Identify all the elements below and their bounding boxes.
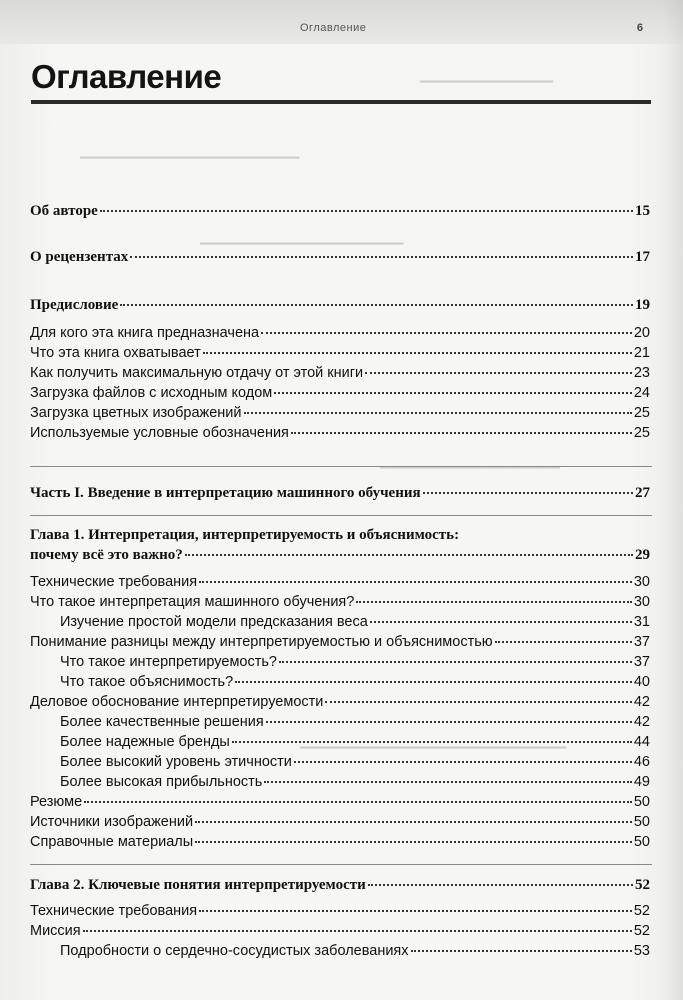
- toc-entry-profitability: [60, 773, 650, 791]
- toc-leader-dots: [203, 342, 632, 354]
- toc-entry-tech-req-2: [30, 902, 650, 920]
- toc-entry-references: [30, 833, 650, 851]
- toc-entry-what-is-ml-interpretation: [30, 593, 650, 611]
- part-title: Введение в интерпретацию машинного обучения: [87, 485, 421, 501]
- toc-entry-image-sources: [30, 813, 650, 831]
- toc-entry-title: Изучение простой модели предсказания веса: [60, 614, 368, 630]
- part-prefix: Часть I.: [30, 485, 84, 501]
- toc-entry-title: Подробности о сердечно-сосудистых заболеваниях: [60, 943, 409, 959]
- toc-leader-dots: [120, 294, 633, 306]
- toc-entry-book-coverage: [30, 344, 650, 362]
- toc-entry-page: 50: [633, 814, 650, 830]
- toc-leader-dots: [294, 751, 632, 763]
- toc-entry-title: Что такое интерпретируемость?: [60, 654, 277, 670]
- toc-entry-reviewers: [30, 248, 650, 266]
- show-through-texture: ━━━━━━━━━━━━━━━━━━━━━━━━━━: [200, 236, 404, 251]
- toc-entry-download-code: [30, 384, 650, 402]
- toc-entry-title: почему всё это важно?: [30, 547, 183, 563]
- toc-leader-dots: [325, 691, 631, 703]
- toc-entry-page: 37: [633, 654, 650, 670]
- toc-leader-dots: [130, 246, 633, 258]
- toc-leader-dots: [261, 322, 632, 334]
- toc-entry-title: Справочные материалы: [30, 834, 194, 850]
- toc-leader-dots: [235, 671, 632, 683]
- toc-leader-dots: [365, 362, 632, 374]
- toc-entry-title: Предисловие: [30, 297, 119, 313]
- toc-entry-chapter-1: [30, 546, 650, 564]
- toc-entry-page: 29: [635, 547, 650, 563]
- toc-entry-what-is-explainability: [60, 673, 650, 691]
- toc-leader-dots: [274, 382, 632, 394]
- toc-entry-page: 50: [633, 794, 650, 810]
- section-divider: [30, 466, 652, 467]
- toc-entry-about-author: [30, 202, 650, 220]
- page-title: Оглавление: [31, 58, 222, 95]
- title-rule: [31, 100, 651, 104]
- show-through-texture: ━━━━━━━━━━━━━━━━━━━━━━━: [380, 460, 561, 475]
- running-page-marker: 6: [636, 22, 643, 34]
- toc-leader-dots: [411, 940, 632, 952]
- show-through-texture: ━━━━━━━━━━━━━━━━━━━━━━━━━━━━: [80, 150, 300, 165]
- toc-entry-page: 30: [633, 594, 650, 610]
- section-divider: [30, 864, 652, 865]
- toc-leader-dots: [83, 920, 632, 932]
- toc-leader-dots: [199, 900, 632, 912]
- toc-entry-page: 23: [633, 365, 650, 381]
- toc-entry-better-decisions: [60, 713, 650, 731]
- toc-leader-dots: [195, 811, 632, 823]
- toc-entry-page: 40: [633, 674, 650, 690]
- toc-entry-title: Как получить максимальную отдачу от этой книги: [30, 365, 364, 381]
- toc-entry-title: [30, 484, 421, 502]
- toc-entry-mission: [30, 922, 650, 940]
- toc-leader-dots: [185, 544, 633, 556]
- toc-entry-title: Загрузка файлов с исходным кодом: [30, 385, 273, 401]
- toc-entry-conventions: [30, 424, 650, 442]
- toc-entry-ethics: [60, 753, 650, 771]
- toc-leader-dots: [356, 591, 632, 603]
- toc-entry-page: 52: [635, 877, 650, 893]
- toc-entry-title: Для кого эта книга предназначена: [30, 325, 260, 341]
- show-through-texture: ━━━━━━━━━━━━━━━━━: [420, 74, 554, 89]
- toc-entry-title: Более высокая прибыльность: [60, 774, 263, 790]
- toc-entry-what-is-interpretability: [60, 653, 650, 671]
- running-header: Оглавление: [300, 22, 367, 34]
- toc-entry-audience: [30, 324, 650, 342]
- toc-leader-dots: [495, 631, 632, 643]
- toc-entry-get-most: [30, 364, 650, 382]
- toc-entry-preface: [30, 296, 650, 314]
- toc-entry-page: 52: [633, 923, 650, 939]
- toc-leader-dots: [291, 422, 632, 434]
- toc-leader-dots: [84, 791, 632, 803]
- toc-entry-page: 25: [633, 405, 650, 421]
- toc-entry-interpretability-vs-explainability: [30, 633, 650, 651]
- toc-entry-title: Миссия: [30, 923, 81, 939]
- toc-entry-title: О рецензентах: [30, 249, 129, 265]
- toc-entry-chapter-2: [30, 876, 650, 894]
- toc-entry-title: Глава 2. Ключевые понятия интерпретируемости: [30, 877, 366, 893]
- toc-entry-page: 42: [633, 694, 650, 710]
- toc-entry-page: 31: [633, 614, 650, 630]
- toc-leader-dots: [279, 651, 632, 663]
- toc-entry-weight-model: [60, 613, 650, 631]
- toc-entry-page: 50: [633, 834, 650, 850]
- page-top-strip: [0, 0, 683, 44]
- toc-entry-title: Более высокий уровень этичности: [60, 754, 292, 770]
- toc-entry-title: Что такое объяснимость?: [60, 674, 234, 690]
- toc-leader-dots: [244, 402, 632, 414]
- toc-entry-title: Об авторе: [30, 203, 98, 219]
- toc-entry-tech-req-1: [30, 573, 650, 591]
- toc-leader-dots: [370, 611, 632, 623]
- toc-chapter-1-line1: Глава 1. Интерпретация, интерпретируемость и объяснимость:: [30, 527, 460, 543]
- section-divider: [30, 515, 652, 516]
- toc-entry-page: 21: [633, 345, 650, 361]
- toc-entry-page: 19: [635, 297, 650, 313]
- toc-entry-business-case: [30, 693, 650, 711]
- toc-entry-page: 20: [633, 325, 650, 341]
- toc-entry-page: 46: [633, 754, 650, 770]
- show-through-texture: ━━━━━━━━━━━━━━━━━━━━━━━━━━━━━━━━━━: [300, 740, 567, 755]
- toc-entry-trusted-brands: [60, 733, 650, 751]
- toc-entry-title: Что такое интерпретация машинного обучения?: [30, 594, 355, 610]
- toc-entry-title: Используемые условные обозначения: [30, 425, 289, 441]
- toc-entry-page: 53: [633, 943, 650, 959]
- page-edge-shadow: [661, 0, 683, 1000]
- toc-leader-dots: [195, 831, 632, 843]
- toc-entry-title: Загрузка цветных изображений: [30, 405, 242, 421]
- toc-entry-download-images: [30, 404, 650, 422]
- toc-entry-title: Что эта книга охватывает: [30, 345, 201, 361]
- toc-entry-page: 49: [633, 774, 650, 790]
- toc-entry-page: 37: [633, 634, 650, 650]
- toc-entry-page: 30: [633, 574, 650, 590]
- toc-entry-summary: [30, 793, 650, 811]
- toc-leader-dots: [368, 874, 633, 886]
- toc-entry-page: 44: [633, 734, 650, 750]
- toc-entry-page: 25: [633, 425, 650, 441]
- toc-entry-part-1: [30, 484, 650, 502]
- toc-leader-dots: [100, 200, 633, 212]
- toc-entry-page: 52: [633, 903, 650, 919]
- toc-entry-title: Технические требования: [30, 903, 198, 919]
- toc-leader-dots: [264, 771, 631, 783]
- toc-entry-title: Резюме: [30, 794, 83, 810]
- toc-entry-title: Технические требования: [30, 574, 198, 590]
- toc-entry-cvd-details: [60, 942, 650, 960]
- toc-entry-page: 24: [633, 385, 650, 401]
- toc-entry-title: Источники изображений: [30, 814, 194, 830]
- toc-leader-dots: [423, 482, 633, 494]
- toc-entry-title: Более надежные бренды: [60, 734, 230, 750]
- toc-entry-title: Более качественные решения: [60, 714, 264, 730]
- toc-leader-dots: [199, 571, 632, 583]
- toc-leader-dots: [266, 711, 632, 723]
- toc-heading-block: [31, 58, 651, 104]
- toc-entry-page: 15: [635, 203, 650, 219]
- toc-entry-page: 42: [633, 714, 650, 730]
- toc-leader-dots: [232, 731, 632, 743]
- toc-entry-title: Понимание разницы между интерпретируемостью и объяснимостью: [30, 634, 493, 650]
- toc-entry-page: 27: [635, 485, 650, 501]
- toc-entry-title: Деловое обоснование интерпретируемости: [30, 694, 324, 710]
- toc-entry-page: 17: [635, 249, 650, 265]
